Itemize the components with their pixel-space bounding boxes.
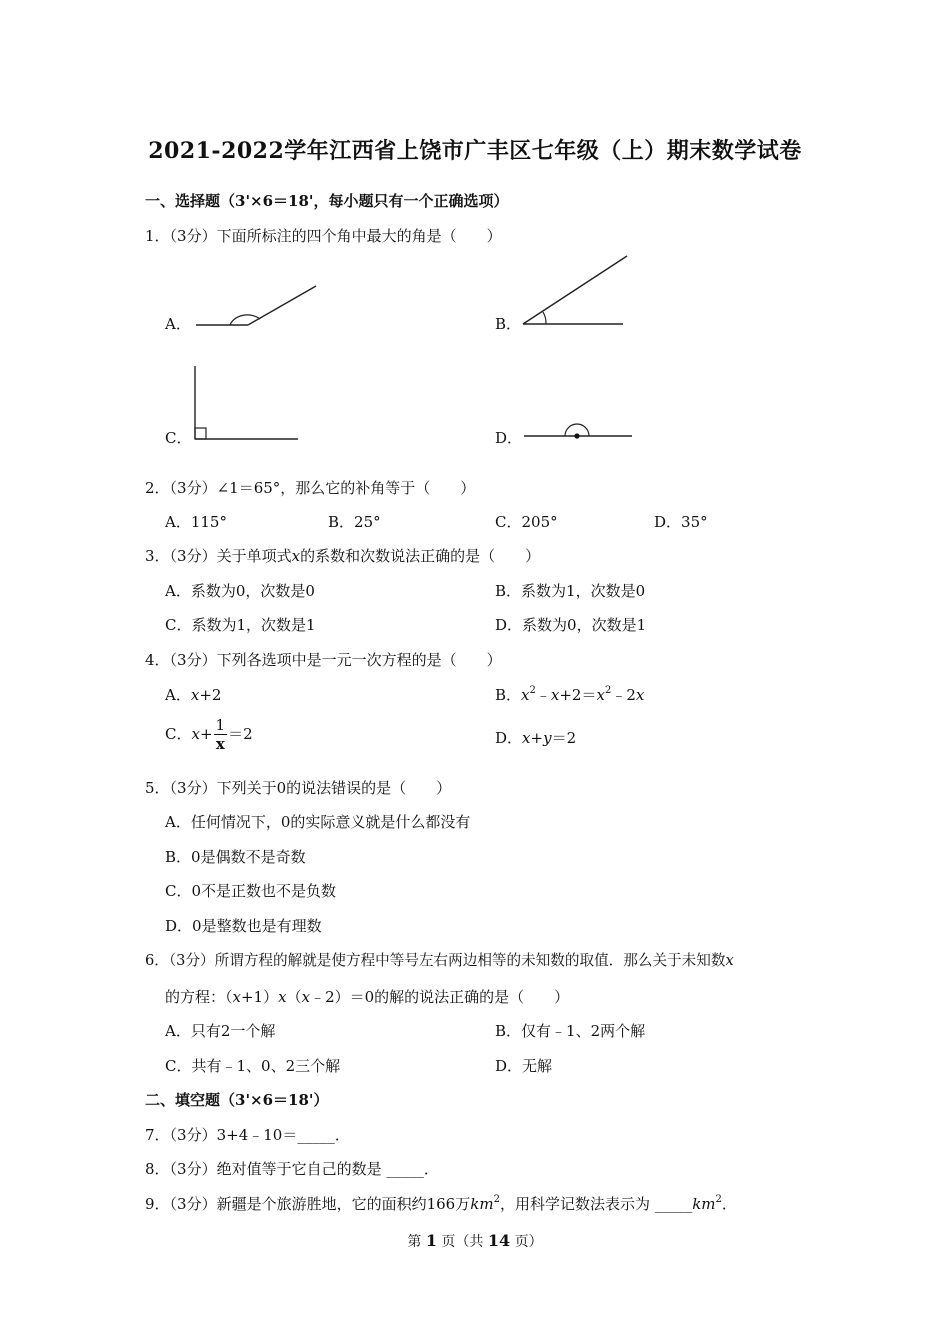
q5-option-b: B．0是偶数不是奇数	[165, 848, 306, 866]
q1-angle-a-figure	[190, 280, 325, 335]
q6-option-d: D．无解	[495, 1057, 553, 1075]
q2-option-c: C．205°	[495, 513, 558, 531]
page-title: 2021-2022学年江西省上饶市广丰区七年级（上）期末数学试卷	[148, 138, 802, 164]
q2-option-a: A．115°	[165, 513, 227, 531]
q4-option-d: D．x+y＝2	[495, 729, 577, 747]
question-3-stem: 3．（3分）关于单项式x的系数和次数说法正确的是（ ）	[145, 547, 541, 565]
question-1-stem: 1．（3分）下面所标注的四个角中最大的角是（ ）	[145, 227, 502, 245]
q1-angle-b-figure	[515, 250, 635, 330]
q3-option-b: B．系数为1，次数是0	[495, 582, 646, 600]
fraction-one-over-x: $\frac{1}{x}$	[215, 716, 226, 753]
question-2-stem: 2．（3分）∠1＝65°，那么它的补角等于（ ）	[145, 479, 476, 497]
q3-option-a: A．系数为0，次数是0	[165, 582, 315, 600]
q6-option-c: C．共有﹣1、0、2三个解	[165, 1057, 341, 1075]
question-6-stem-line2: 的方程：（x+1）x（x﹣2）＝0的解的说法正确的是（ ）	[165, 988, 570, 1006]
q3-option-d: D．系数为0，次数是1	[495, 616, 647, 634]
section-2-heading: 二、填空题（3'×6＝18'）	[145, 1091, 329, 1109]
q1-option-d-label: D．	[495, 429, 523, 447]
q6-option-b: B．仅有﹣1、2两个解	[495, 1022, 646, 1040]
question-5-stem: 5．（3分）下列关于0的说法错误的是（ ）	[145, 779, 452, 797]
q6-option-a: A．只有2一个解	[165, 1022, 276, 1040]
question-7: 7．（3分）3+4﹣10＝_____．	[145, 1126, 350, 1144]
q3-option-c: C．系数为1，次数是1	[165, 616, 316, 634]
q4-option-b: B．$x^2﹣x+2=x^2﹣2x$	[495, 685, 645, 704]
q2-option-d: D．35°	[654, 513, 708, 531]
q1-angle-d-figure	[520, 420, 635, 445]
q1-option-c-label: C．	[165, 429, 192, 447]
q4-option-a: A．x+2	[165, 686, 222, 704]
q1-option-a-label: A．	[165, 315, 191, 333]
q5-option-a: A．任何情况下，0的实际意义就是什么都没有	[165, 813, 471, 831]
question-8: 8．（3分）绝对值等于它自己的数是 _____．	[145, 1160, 439, 1178]
q1-angle-c-figure	[188, 360, 303, 445]
question-6-stem-line1: 6．（3分）所谓方程的解就是使方程中等号左右两边相等的未知数的取值．那么关于未知数x	[145, 952, 734, 969]
q5-option-c: C．0不是正数也不是负数	[165, 882, 337, 900]
q1-option-b-label: B．	[495, 315, 522, 333]
q4-option-c: C．x+ $\frac{1}{x}$ ＝2	[165, 716, 253, 753]
section-1-heading: 一、选择题（3'×6＝18'，每小题只有一个正确选项）	[145, 192, 509, 210]
question-4-stem: 4．（3分）下列各选项中是一元一次方程的是（ ）	[145, 651, 502, 669]
q2-option-b: B．25°	[328, 513, 381, 531]
question-9: 9．（3分）新疆是个旅游胜地，它的面积约166万$km^2$，用科学记数法表示为 $\_\_\_\_\_km^2$．	[145, 1194, 737, 1213]
q5-option-d: D．0是整数也是有理数	[165, 917, 322, 935]
page-footer: 第 1 页（共 14 页）	[407, 1231, 543, 1250]
